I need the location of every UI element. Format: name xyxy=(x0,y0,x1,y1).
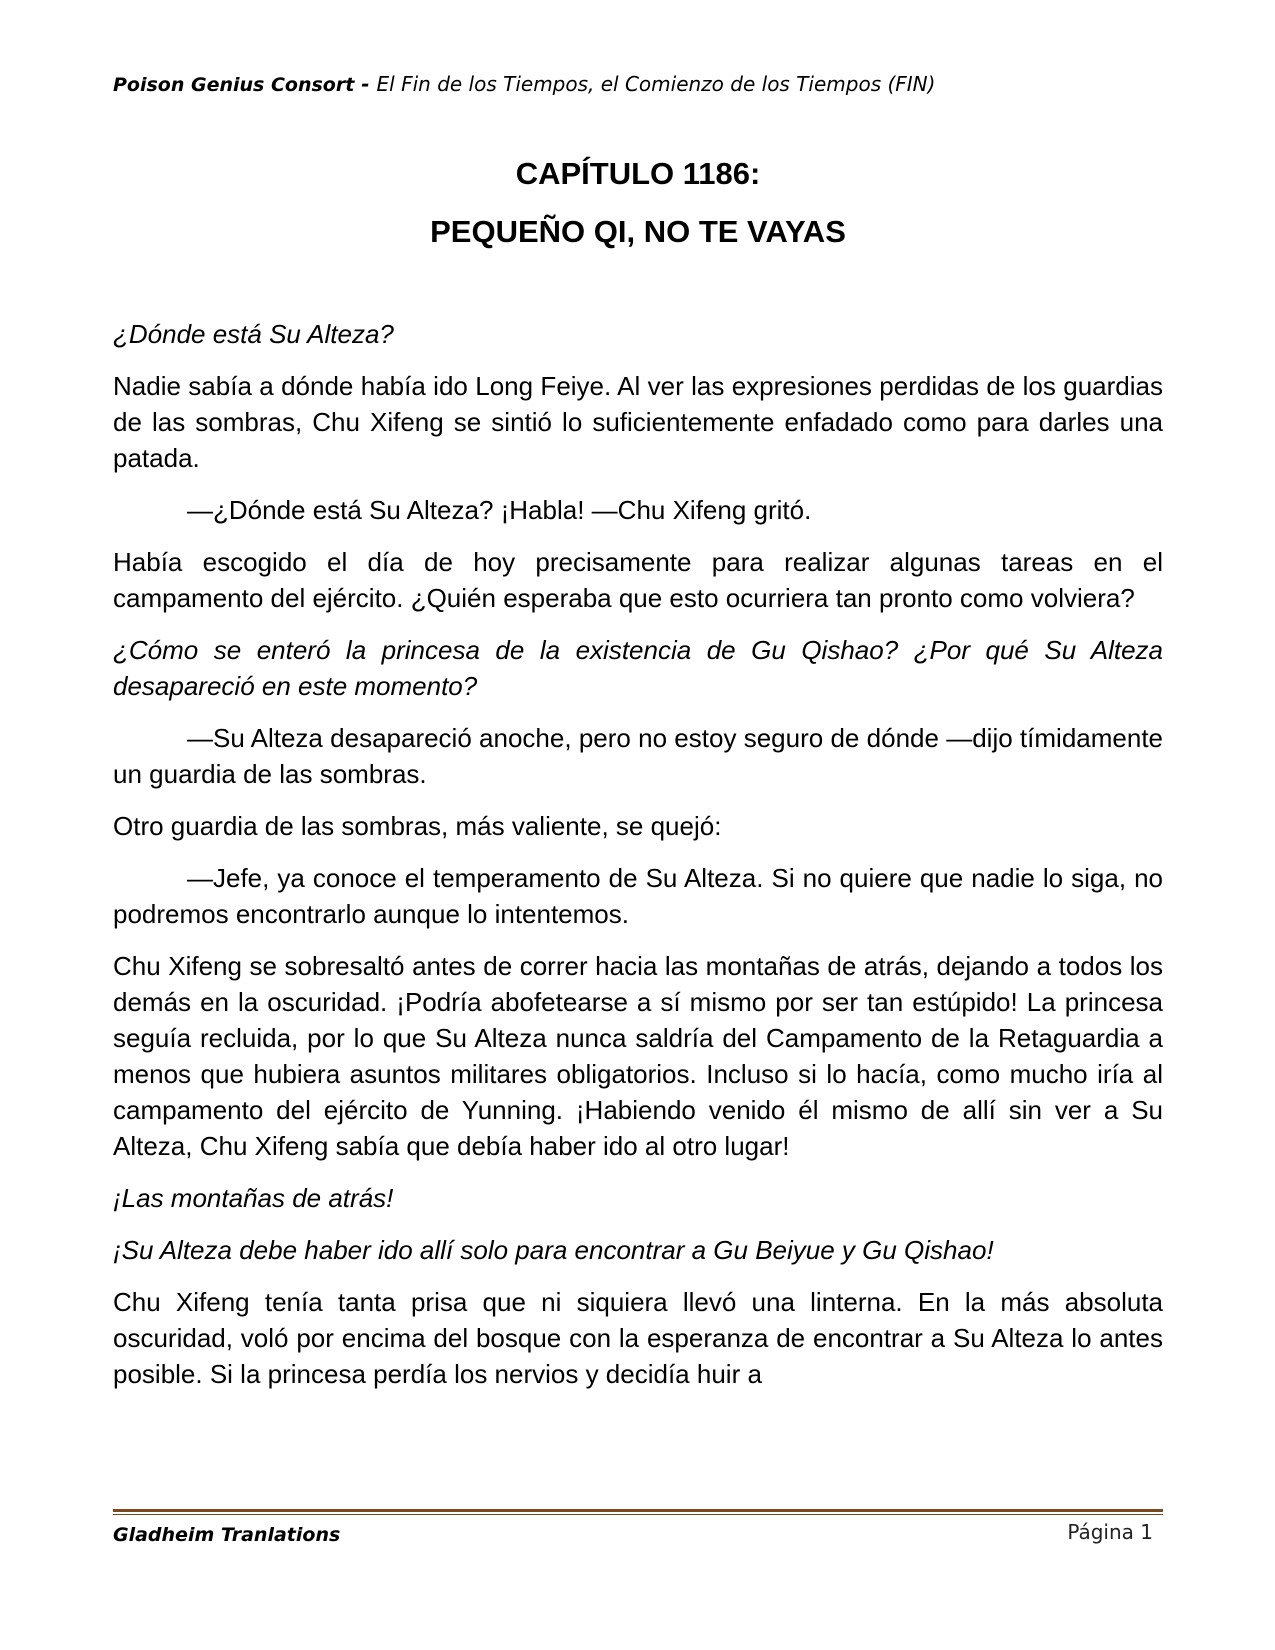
paragraph: Había escogido el día de hoy precisamente para realizar algunas tareas en el campamento del ejército. ¿Quién esperaba que esto ocurriera tan pronto como volviera? xyxy=(113,547,1163,613)
paragraph: ¿Dónde está Su Alteza? xyxy=(113,319,394,349)
paragraph: Nadie sabía a dónde había ido Long Feiye. Al ver las expresiones perdidas de los guardias de las sombras, Chu Xifeng se sintió lo suficientemente enfadado como para darles una patada. xyxy=(113,371,1163,473)
paragraph: —Jefe, ya conoce el temperamento de Su Alteza. Si no quiere que nadie lo siga, no podremos encontrarlo aunque lo intentemos. xyxy=(113,863,1163,929)
volume-subtitle: El Fin de los Tiempos, el Comienzo de los Tiempos (FIN) xyxy=(376,72,936,96)
chapter-number: CAPÍTULO 1186: xyxy=(515,156,761,191)
paragraph: ¡Su Alteza debe haber ido allí solo para encontrar a Gu Beiyue y Gu Qishao! xyxy=(113,1235,994,1265)
paragraph: Chu Xifeng tenía tanta prisa que ni siquiera llevó una linterna. En la más absoluta oscuridad, voló por encima del bosque con la esperanza de encontrar a Su Alteza lo antes posible. Si la princesa perdía los nervios y decidía huir a xyxy=(113,1287,1163,1389)
chapter-heading xyxy=(113,145,1163,261)
footer-credit: Gladheim Tranlations xyxy=(113,1524,341,1546)
paragraph: ¡Las montañas de atrás! xyxy=(113,1183,394,1213)
chapter-title: PEQUEÑO QI, NO TE VAYAS xyxy=(430,214,846,249)
header-separator: - xyxy=(354,72,377,96)
footer-rule xyxy=(113,1509,1163,1515)
paragraph: Chu Xifeng se sobresaltó antes de correr hacia las montañas de atrás, dejando a todos los demás en la oscuridad. ¡Podría abofetearse a sí mismo por ser tan estúpido! La princesa seguía recluida, por lo que Su Alteza nunca saldría del Campamento de la Retaguardia a menos que hubiera asuntos militares obligatorios. Incluso si lo hacía, como mucho iría al campamento del ejército de Yunning. ¡Habiendo venido él mismo de allí sin ver a Su Alteza, Chu Xifeng sabía que debía haber ido al otro lugar! xyxy=(113,951,1163,1161)
paragraph: —Su Alteza desapareció anoche, pero no estoy seguro de dónde —dijo tímidamente un guardia de las sombras. xyxy=(113,723,1163,789)
chapter-body xyxy=(113,316,1163,1408)
paragraph: —¿Dónde está Su Alteza? ¡Habla! —Chu Xifeng gritó. xyxy=(187,495,812,525)
series-title: Poison Genius Consort xyxy=(113,74,355,96)
page-number: Página 1 xyxy=(1067,1520,1153,1544)
paragraph: Otro guardia de las sombras, más valiente, se quejó: xyxy=(113,811,722,841)
paragraph: ¿Cómo se enteró la princesa de la existencia de Gu Qishao? ¿Por qué Su Alteza desapareció en este momento? xyxy=(113,635,1163,701)
running-header xyxy=(113,72,1163,96)
